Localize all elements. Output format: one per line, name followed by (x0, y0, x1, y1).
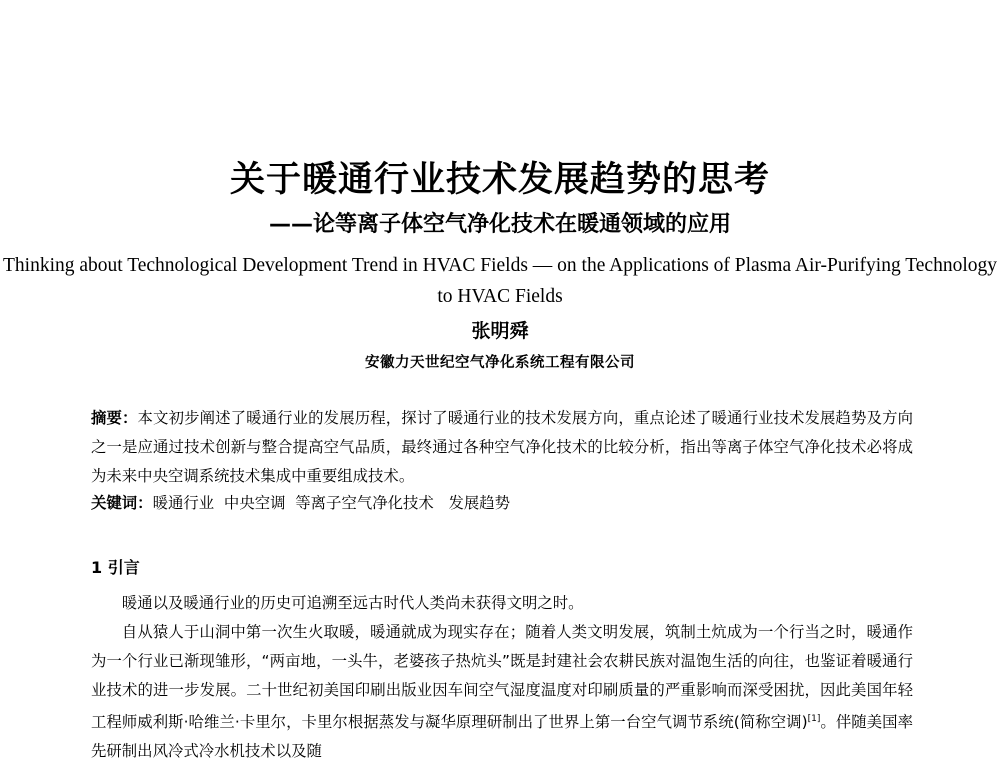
body-paragraph-text: 自从猿人于山洞中第一次生火取暖，暖通就成为现实存在；随着人类文明发展，筑制土炕成为一个行当之时，暖通作为一个行业已渐现雏形，“两亩地，一头牛，老婆孩子热炕头”既是封建社会农耕民族对温饱生活的向往，也鉴证着暖通行业技术的进一步发展。二十世纪初美国印刷出版业因车间空气湿度温度对印刷质量的严重影响而深受困扰，因此美国年轻工程师威利斯·哈维兰·卡里尔，卡里尔根据蒸发与凝华原理研制出了世界上第一台空气调节系统(简称空调) (91, 623, 913, 732)
section-body (91, 589, 913, 766)
keywords-text: 暖通行业 中央空调 等离子空气净化技术 发展趋势 (152, 494, 511, 512)
section-heading: 1 引言 (91, 558, 140, 577)
abstract (91, 404, 913, 491)
keywords-label: 关键词： (91, 494, 153, 512)
body-paragraph-tail: 。伴随美国率先研制出风冷式冷水机技术以及随 (91, 713, 913, 761)
paper-subtitle: ——论等离子体空气净化技术在暖通领域的应用 (268, 212, 731, 237)
body-paragraph: 暖通以及暖通行业的历史可追溯至远古时代人类尚未获得文明之时。 (121, 594, 584, 612)
paper-title: 关于暖通行业技术发展趋势的思考 (229, 160, 770, 200)
author-name: 张明舜 (471, 320, 529, 342)
author-affiliation: 安徽力天世纪空气净化系统工程有限公司 (365, 355, 635, 371)
body-paragraph (91, 618, 913, 766)
citation-marker: [1] (807, 714, 821, 724)
abstract-text: 本文初步阐述了暖通行业的发展历程，探讨了暖通行业的技术发展方向，重点论述了暖通行业技术发展趋势及方向之一是应通过技术创新与整合提高空气品质，最终通过各种空气净化技术的比较分析，指出等离子体空气净化技术必将成为未来中央空调系统技术集成中重要组成技术。 (91, 409, 913, 485)
abstract-label: 摘要： (91, 409, 138, 427)
keywords (91, 491, 913, 515)
paper-title-english: Thinking about Technological Development Trend in HVAC Fields — on the Applications of Plasma Air-Purifying Technology to HVAC Fields (2, 255, 997, 307)
